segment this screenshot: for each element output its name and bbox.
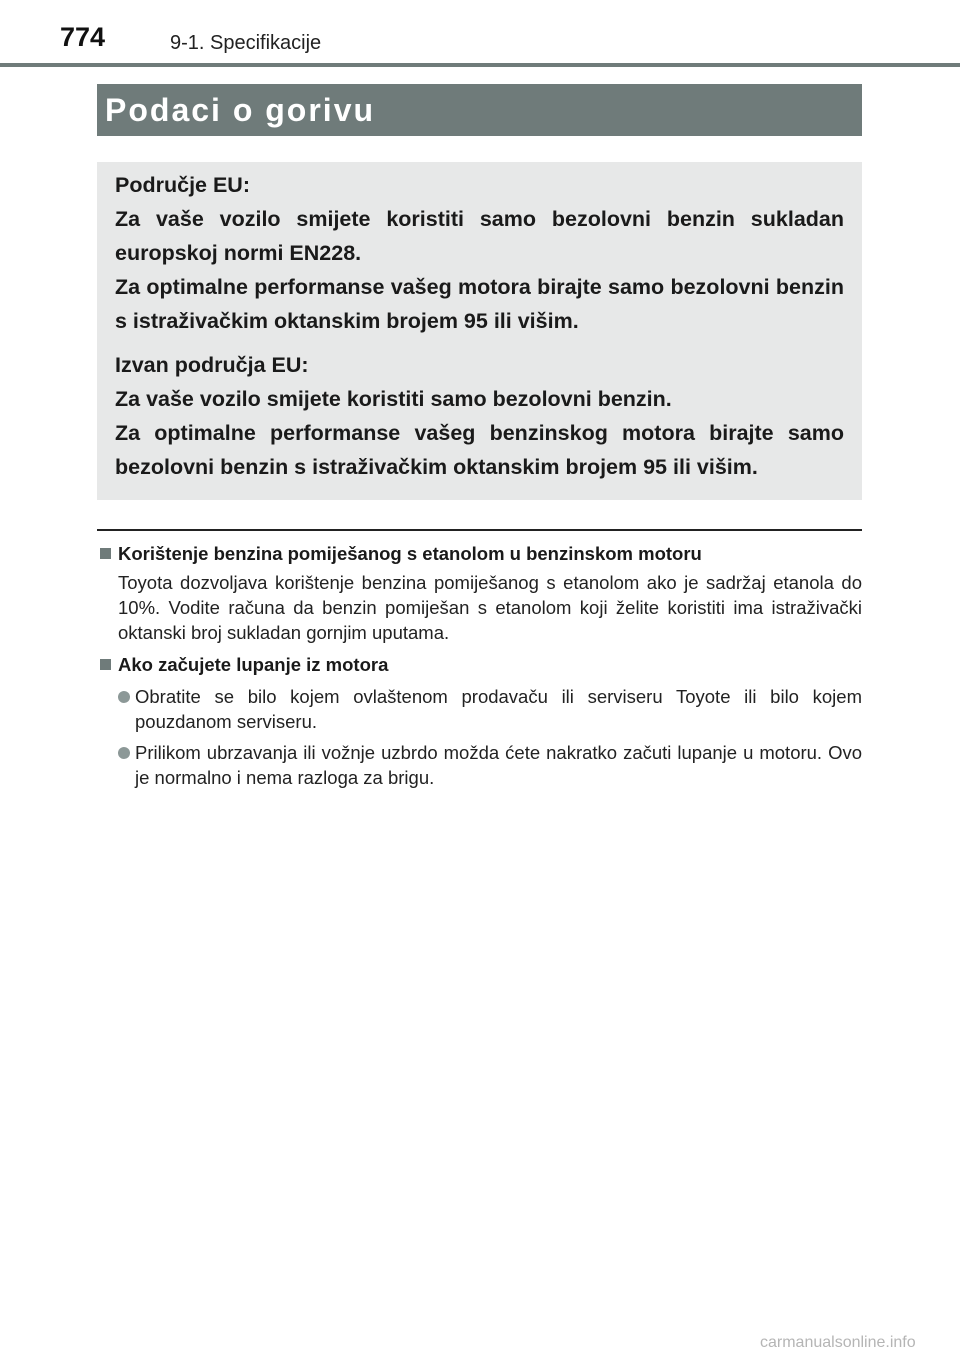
info-text: Za optimalne performanse vašeg motora birajte samo bezolovni benzin s istraživačkim oktanskim brojem 95 ili višim. [115,275,844,333]
section-ethanol [97,540,862,645]
square-bullet-icon [100,548,111,559]
chapter-title: 9-1. Specifikacije [170,32,322,54]
info-text: Za vaše vozilo smijete koristiti samo bezolovni benzin. [115,387,672,411]
info-heading: Izvan područja EU: [115,353,309,377]
divider [97,529,862,531]
section-body: Toyota dozvoljava korištenje benzina pomiješanog s etanolom ako je sadržaj etanola do 10%. Vodite računa da benzin pomiješan s etanolom koji želite koristiti ima istraživački oktanski broj sukladan gornjim uputama. [118,572,862,643]
section-title: Podaci o gorivu [105,92,376,128]
section-heading [97,540,862,567]
section-title-bar [97,84,862,136]
list-item-text: Prilikom ubrzavanja ili vožnje uzbrdo možda ćete nakratko začuti lupanje u motoru. Ovo je normalno i nema razloga za brigu. [135,742,862,788]
page-number: 774 [60,22,106,52]
list-item [118,684,862,734]
circle-bullet-icon [118,747,130,759]
circle-bullet-icon [118,691,130,703]
list-item-text: Obratite se bilo kojem ovlaštenom prodavaču ili serviseru Toyote ili bilo kojem pouzdanom serviseru. [135,686,862,732]
section-heading [97,651,862,678]
info-text: Za vaše vozilo smijete koristiti samo bezolovni benzin sukladan europskoj normi EN228. [115,207,844,265]
fuel-info-box [97,162,862,500]
page-header [0,0,960,70]
square-bullet-icon [100,659,111,670]
watermark: carmanualsonline.info [760,1334,916,1351]
info-block-eu [115,168,844,338]
info-heading: Područje EU: [115,173,250,197]
info-text: Za optimalne performanse vašeg benzinskog motora birajte samo bezolovni benzin s istraživačkim oktanskim brojem 95 ili višim. [115,421,844,479]
section-knocking [97,651,862,790]
content [97,540,862,796]
section-heading-text: Korištenje benzina pomiješanog s etanolom u benzinskom motoru [118,543,702,564]
info-block-outside-eu [115,348,844,484]
section-heading-text: Ako začujete lupanje iz motora [118,654,389,675]
header-rule [0,63,960,67]
list-item [118,740,862,790]
